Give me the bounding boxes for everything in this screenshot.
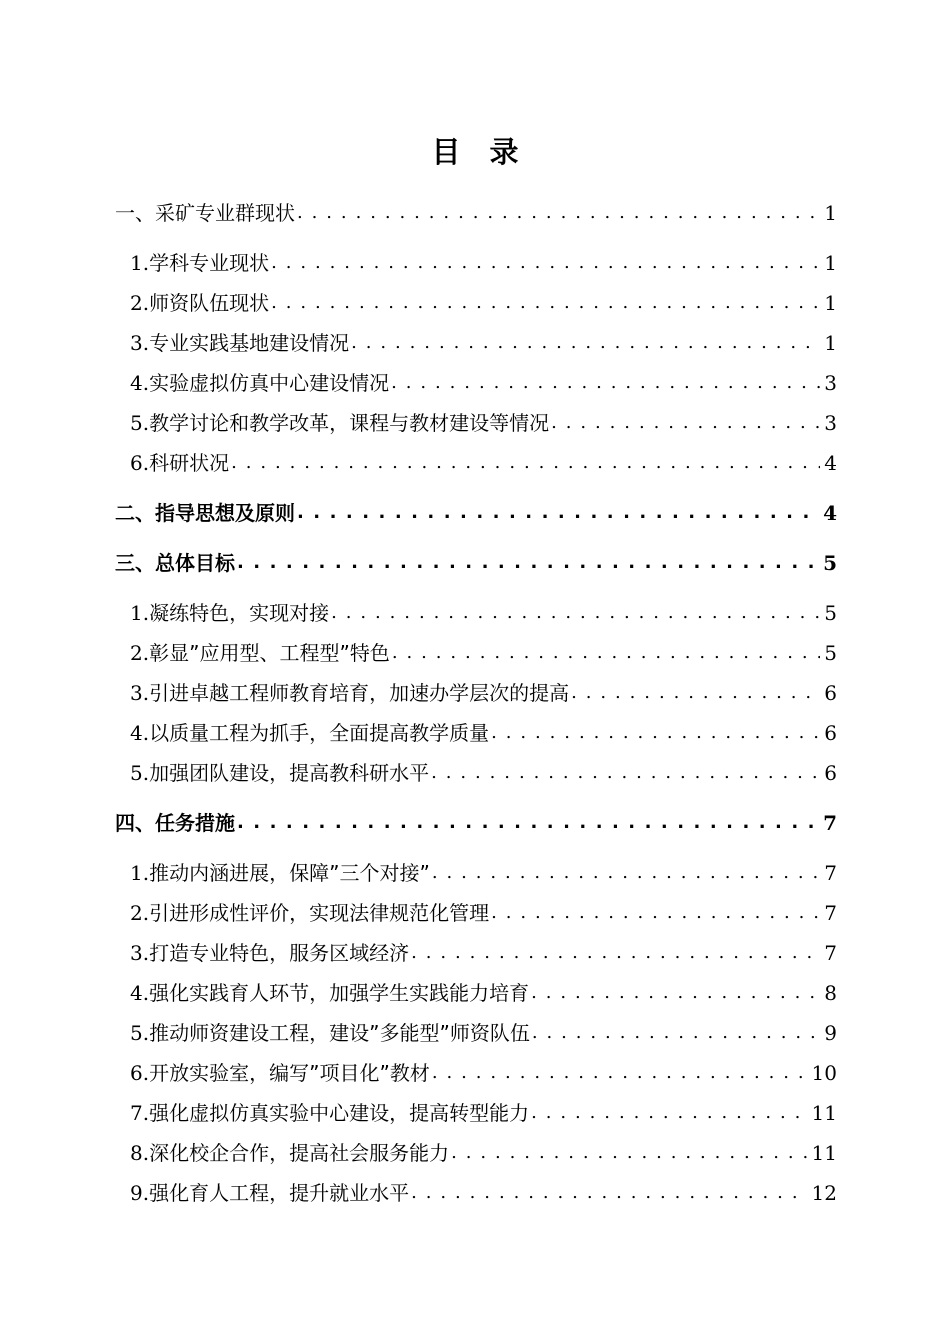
toc-entry-page-number: 1 bbox=[824, 331, 837, 355]
toc-dot-leader bbox=[551, 408, 820, 438]
toc-entry-label bbox=[130, 1018, 530, 1048]
toc-dot-leader bbox=[531, 978, 820, 1008]
toc-dot-leader bbox=[451, 1138, 807, 1168]
toc-entry-number: 2. bbox=[130, 641, 150, 665]
toc-entry[interactable] bbox=[130, 448, 837, 478]
toc-entry-label bbox=[130, 368, 389, 398]
toc-entry-text: 引进卓越工程师教育培育，加速办学层次的提高 bbox=[149, 681, 570, 705]
toc-entry-text: 二、指导思想及原则 bbox=[115, 501, 295, 525]
toc-entry-number: 2. bbox=[130, 291, 150, 315]
toc-entry-text: 专业实践基地建设情况 bbox=[149, 331, 350, 355]
toc-entry[interactable] bbox=[130, 328, 837, 358]
toc-entry-number: 4. bbox=[130, 371, 150, 395]
toc-entry-text: 三、总体目标 bbox=[115, 551, 235, 575]
toc-entry-page-number: 10 bbox=[811, 1061, 837, 1085]
toc-entry-number: 1. bbox=[130, 601, 150, 625]
toc-dot-leader bbox=[411, 938, 820, 968]
toc-entry[interactable] bbox=[130, 1058, 837, 1088]
toc-dot-leader bbox=[271, 288, 820, 318]
toc-entry-number: 3. bbox=[130, 331, 150, 355]
toc-entry[interactable] bbox=[130, 758, 837, 788]
toc-entry-text: 科研状况 bbox=[149, 451, 230, 475]
toc-entry-text: 学科专业现状 bbox=[149, 251, 270, 275]
toc-entry-page-number: 5 bbox=[824, 641, 837, 665]
toc-entry-text: 凝练特色，实现对接 bbox=[149, 601, 330, 625]
toc-entry-page-number: 7 bbox=[823, 811, 837, 835]
toc-entry-label bbox=[130, 1138, 449, 1168]
toc-entry[interactable] bbox=[130, 638, 837, 668]
toc-title: 目 录 bbox=[431, 135, 519, 169]
toc-entry-label bbox=[130, 978, 529, 1008]
toc-entry-page-number: 9 bbox=[824, 1021, 837, 1045]
toc-entry[interactable] bbox=[130, 1018, 837, 1048]
toc-entry[interactable] bbox=[130, 1138, 837, 1168]
toc-entry-text: 强化实践育人环节，加强学生实践能力培育 bbox=[149, 981, 530, 1005]
toc-dot-leader bbox=[491, 898, 820, 928]
toc-entry-number: 8. bbox=[130, 1141, 150, 1165]
toc-entry-page-number: 1 bbox=[824, 291, 837, 315]
toc-entry[interactable] bbox=[115, 548, 837, 578]
toc-dot-leader bbox=[237, 808, 819, 838]
toc-dot-leader bbox=[392, 638, 820, 668]
toc-entry[interactable] bbox=[115, 808, 837, 838]
toc-entry-number: 5. bbox=[130, 1021, 150, 1045]
toc-entry-number: 3. bbox=[130, 941, 150, 965]
toc-dot-leader bbox=[531, 1098, 807, 1128]
toc-entry-label bbox=[130, 1098, 529, 1128]
toc-dot-leader bbox=[432, 858, 820, 888]
toc-entry[interactable] bbox=[130, 408, 837, 438]
toc-dot-leader bbox=[532, 1018, 820, 1048]
toc-entry-number: 6. bbox=[130, 1061, 150, 1085]
toc-entry-number: 4. bbox=[130, 721, 150, 745]
toc-entry-page-number: 6 bbox=[824, 721, 837, 745]
toc-entry-page-number: 7 bbox=[824, 861, 837, 885]
toc-entry-page-number: 4 bbox=[824, 451, 837, 475]
toc-entry[interactable] bbox=[130, 978, 837, 1008]
toc-entry-page-number: 11 bbox=[811, 1101, 837, 1125]
toc-dot-leader bbox=[237, 548, 819, 578]
toc-entry[interactable] bbox=[115, 198, 837, 228]
toc-entry-text: 引进形成性评价，实现法律规范化管理 bbox=[149, 901, 490, 925]
toc-dot-leader bbox=[297, 498, 819, 528]
toc-dot-leader bbox=[331, 598, 820, 628]
toc-entry-text: 推动内涵进展，保障”三个对接” bbox=[149, 861, 430, 885]
toc-entry-label bbox=[115, 198, 295, 228]
toc-entry-text: 师资队伍现状 bbox=[149, 291, 270, 315]
toc-dot-leader bbox=[297, 198, 820, 228]
toc-entry-number: 1. bbox=[130, 861, 150, 885]
toc-entry-page-number: 5 bbox=[823, 551, 837, 575]
toc-entry-label bbox=[130, 248, 269, 278]
toc-dot-leader bbox=[411, 1178, 807, 1208]
toc-entry[interactable] bbox=[115, 498, 837, 528]
toc-entry-label bbox=[130, 408, 549, 438]
toc-entry-label bbox=[130, 598, 329, 628]
toc-dot-leader bbox=[431, 758, 820, 788]
toc-entry-label bbox=[130, 678, 569, 708]
toc-entry-page-number: 1 bbox=[824, 201, 837, 225]
toc-entry-number: 4. bbox=[130, 981, 150, 1005]
toc-entry-number: 9. bbox=[130, 1181, 150, 1205]
toc-dot-leader bbox=[351, 328, 820, 358]
toc-entry-label bbox=[130, 328, 349, 358]
toc-entry-page-number: 6 bbox=[824, 681, 837, 705]
toc-entry[interactable] bbox=[130, 1098, 837, 1128]
toc-entry-page-number: 1 bbox=[824, 251, 837, 275]
toc-entry-text: 推动师资建设工程，建设”多能型”师资队伍 bbox=[149, 1021, 530, 1045]
toc-entry[interactable] bbox=[130, 718, 837, 748]
toc-entry-text: 深化校企合作，提高社会服务能力 bbox=[149, 1141, 450, 1165]
toc-entry[interactable] bbox=[130, 1178, 837, 1208]
toc-entry-label bbox=[130, 898, 489, 928]
toc-entry-number: 3. bbox=[130, 681, 150, 705]
toc-entry-page-number: 7 bbox=[824, 901, 837, 925]
toc-entry-label bbox=[115, 808, 235, 838]
toc-entry-label bbox=[130, 758, 429, 788]
toc-entry[interactable] bbox=[130, 678, 837, 708]
toc-entry-page-number: 6 bbox=[824, 761, 837, 785]
toc-entry-label bbox=[130, 718, 489, 748]
toc-entry-text: 四、任务措施 bbox=[115, 811, 235, 835]
toc-entry-text: 一、采矿专业群现状 bbox=[115, 201, 295, 225]
toc-entry-label bbox=[130, 858, 430, 888]
toc-entry-text: 打造专业特色，服务区域经济 bbox=[149, 941, 410, 965]
toc-entry-page-number: 11 bbox=[811, 1141, 837, 1165]
toc-entry-label bbox=[130, 1178, 409, 1208]
toc-entry-number: 7. bbox=[130, 1101, 150, 1125]
toc-entry-page-number: 12 bbox=[811, 1181, 837, 1205]
toc-entry-page-number: 5 bbox=[824, 601, 837, 625]
toc-entry[interactable] bbox=[130, 368, 837, 398]
toc-dot-leader bbox=[231, 448, 820, 478]
toc-entry-label bbox=[130, 938, 409, 968]
toc-dot-leader bbox=[271, 248, 820, 278]
toc-entry-label bbox=[130, 288, 269, 318]
toc-entry-number: 6. bbox=[130, 451, 150, 475]
toc-entry-label bbox=[130, 448, 229, 478]
toc-entry-label bbox=[130, 638, 390, 668]
toc-entry-page-number: 4 bbox=[823, 501, 837, 525]
toc-entry-number: 1. bbox=[130, 251, 150, 275]
toc-dot-leader bbox=[491, 718, 820, 748]
toc-entry-text: 以质量工程为抓手，全面提高教学质量 bbox=[149, 721, 490, 745]
toc-entry-number: 2. bbox=[130, 901, 150, 925]
toc-entry-page-number: 8 bbox=[824, 981, 837, 1005]
toc-entry-number: 5. bbox=[130, 761, 150, 785]
toc-entry-page-number: 3 bbox=[824, 411, 837, 435]
toc-entry-text: 开放实验室，编写”项目化”教材 bbox=[149, 1061, 430, 1085]
toc-entry-text: 教学讨论和教学改革，课程与教材建设等情况 bbox=[149, 411, 550, 435]
toc-entry-page-number: 3 bbox=[824, 371, 837, 395]
toc-entry[interactable] bbox=[130, 938, 837, 968]
toc-entry-label bbox=[115, 498, 295, 528]
toc-entry-text: 加强团队建设，提高教科研水平 bbox=[149, 761, 430, 785]
toc-entry[interactable] bbox=[130, 858, 837, 888]
toc-entry-text: 彰显”应用型、工程型”特色 bbox=[149, 641, 390, 665]
toc-entry[interactable] bbox=[130, 598, 837, 628]
toc-entry-label bbox=[130, 1058, 430, 1088]
toc-dot-leader bbox=[571, 678, 820, 708]
toc-dot-leader bbox=[432, 1058, 808, 1088]
toc-entry-page-number: 7 bbox=[824, 941, 837, 965]
toc-entry[interactable] bbox=[130, 288, 837, 318]
toc-entry-text: 强化育人工程，提升就业水平 bbox=[149, 1181, 410, 1205]
toc-entry-text: 实验虚拟仿真中心建设情况 bbox=[149, 371, 390, 395]
toc-entry-text: 强化虚拟仿真实验中心建设，提高转型能力 bbox=[149, 1101, 530, 1125]
toc-entry-number: 5. bbox=[130, 411, 150, 435]
toc-entry[interactable] bbox=[130, 248, 837, 278]
toc-dot-leader bbox=[391, 368, 820, 398]
toc-entry[interactable] bbox=[130, 898, 837, 928]
toc-entry-label bbox=[115, 548, 235, 578]
